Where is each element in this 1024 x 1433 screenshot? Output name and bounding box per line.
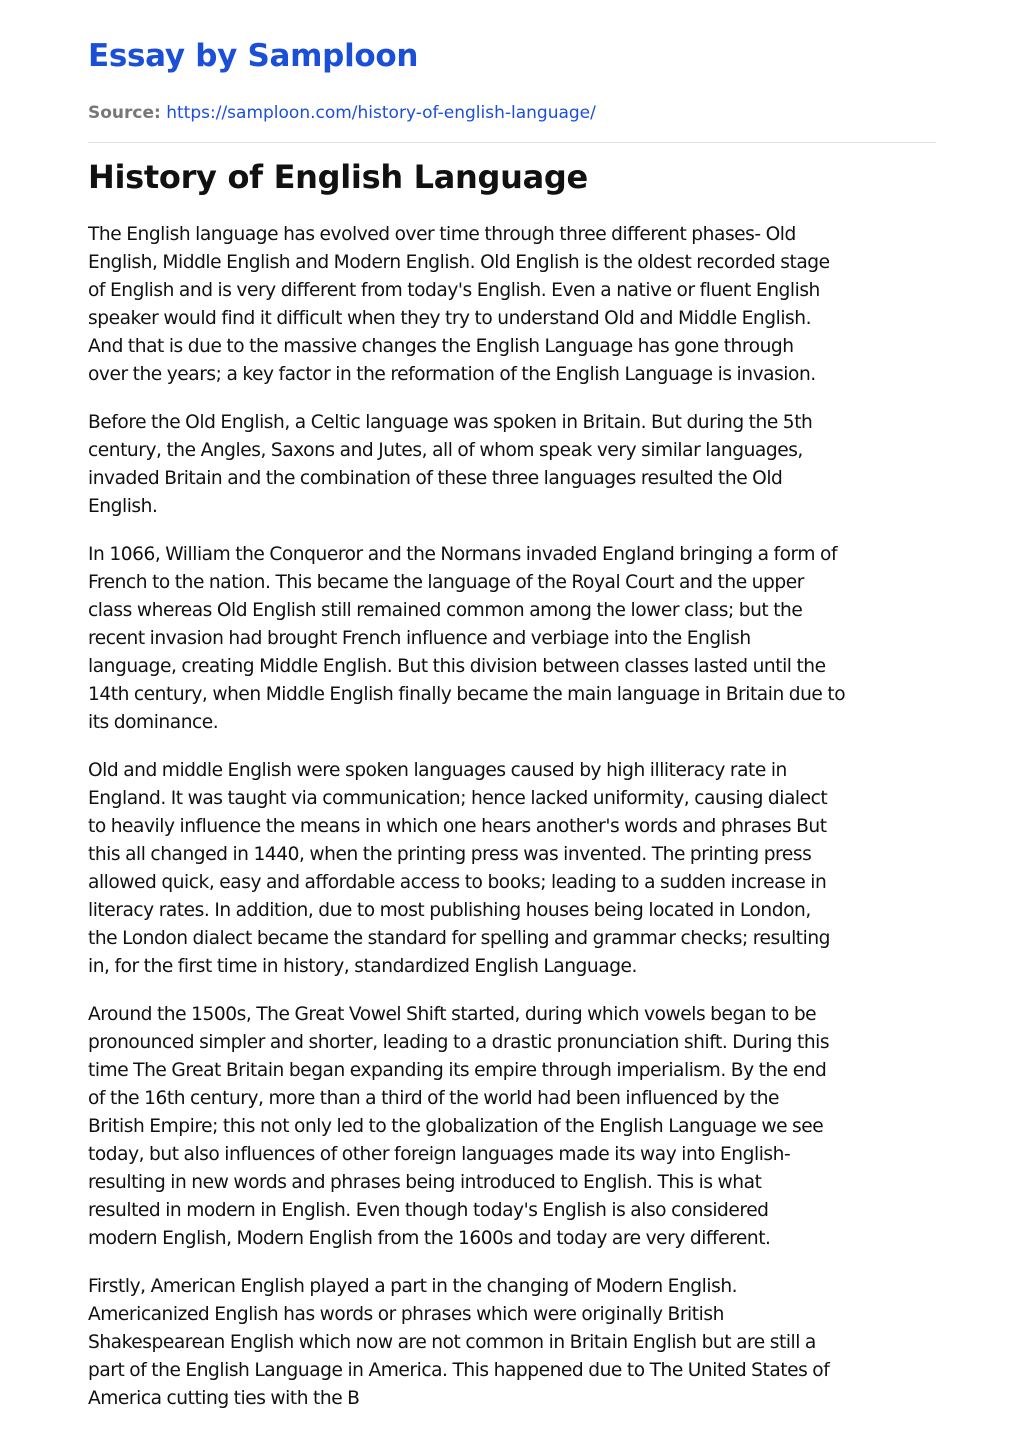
paragraph [88,541,936,737]
paragraph-line: part of the English Language in America. This happened due to The United States of [88,1360,830,1381]
paragraph-line: England. It was taught via communication; hence lacked uniformity, causing dialect [88,788,828,809]
paragraph-line: allowed quick, easy and affordable access to books; leading to a sudden increase in [88,872,827,893]
paragraph-line: 14th century, when Middle English finally became the main language in Britain due to [88,684,846,705]
paragraph-line: literacy rates. In addition, due to most publishing houses being located in London, [88,900,811,921]
site-brand-title: Essay by Samploon [88,38,419,74]
paragraph-line: resulted in modern in English. Even though today's English is also considered [88,1200,769,1221]
paragraph-line: in, for the first time in history, standardized English Language. [88,956,637,977]
paragraph-line: Firstly, American English played a part in the changing of Modern English. [88,1276,738,1297]
paragraph-line: century, the Angles, Saxons and Jutes, all of whom speak very similar languages, [88,440,803,461]
paragraph-line: Old and middle English were spoken languages caused by high illiteracy rate in [88,760,787,781]
source-label: Source: [88,103,161,123]
paragraph-line: the London dialect became the standard for spelling and grammar checks; resulting [88,928,831,949]
source-link[interactable]: https://samploon.com/history-of-english-language/ [166,103,596,123]
paragraph-line: America cutting ties with the B [88,1388,360,1409]
paragraph-line: its dominance. [88,712,219,733]
paragraph-line: language, creating Middle English. But this division between classes lasted until the [88,656,826,677]
paragraph-line: today, but also influences of other foreign languages made its way into English- [88,1144,791,1165]
paragraph-line: class whereas Old English still remained common among the lower class; but the [88,600,803,621]
paragraph-line: time The Great Britain began expanding its empire through imperialism. By the end [88,1060,827,1081]
paragraph-line: speaker would find it difficult when they try to understand Old and Middle English. [88,308,812,329]
essay-title: History of English Language [88,158,588,196]
paragraph-line: pronounced simpler and shorter, leading to a drastic pronunciation shift. During this [88,1032,830,1053]
paragraph-line: Around the 1500s, The Great Vowel Shift started, during which vowels began to be [88,1004,817,1025]
paragraph [88,1273,936,1413]
paragraph-line: Americanized English has words or phrases which were originally British [88,1304,724,1325]
paragraph [88,757,936,981]
paragraph-line: British Empire; this not only led to the globalization of the English Language we see [88,1116,824,1137]
paragraph-line: Before the Old English, a Celtic language was spoken in Britain. But during the 5th [88,412,813,433]
paragraph-line: of English and is very different from today's English. Even a native or fluent English [88,280,820,301]
paragraph-line: of the 16th century, more than a third of the world had been influenced by the [88,1088,780,1109]
paragraph-line: modern English, Modern English from the 1600s and today are very different. [88,1228,771,1249]
paragraph [88,1001,936,1253]
paragraph-line: this all changed in 1440, when the printing press was invented. The printing press [88,844,812,865]
paragraph-line: invaded Britain and the combination of these three languages resulted the Old [88,468,783,489]
paragraph-line: resulting in new words and phrases being introduced to English. This is what [88,1172,762,1193]
paragraph-line: to heavily influence the means in which one hears another's words and phrases But [88,816,827,837]
paragraph-line: In 1066, William the Conqueror and the Normans invaded England bringing a form of [88,544,838,565]
paragraph-line: And that is due to the massive changes the English Language has gone through [88,336,794,357]
paragraph-line: English, Middle English and Modern English. Old English is the oldest recorded stage [88,252,830,273]
paragraph-line: over the years; a key factor in the reformation of the English Language is invasion. [88,364,816,385]
paragraph-line: Shakespearean English which now are not common in Britain English but are still a [88,1332,816,1353]
header-divider [88,142,936,143]
paragraph [88,221,936,389]
paragraph-line: French to the nation. This became the language of the Royal Court and the upper [88,572,804,593]
source-line [88,101,596,125]
paragraph-line: English. [88,496,158,517]
essay-body [88,221,936,1433]
paragraph-line: recent invasion had brought French influence and verbiage into the English [88,628,751,649]
paragraph [88,409,936,521]
paragraph-line: The English language has evolved over time through three different phases- Old [88,224,796,245]
